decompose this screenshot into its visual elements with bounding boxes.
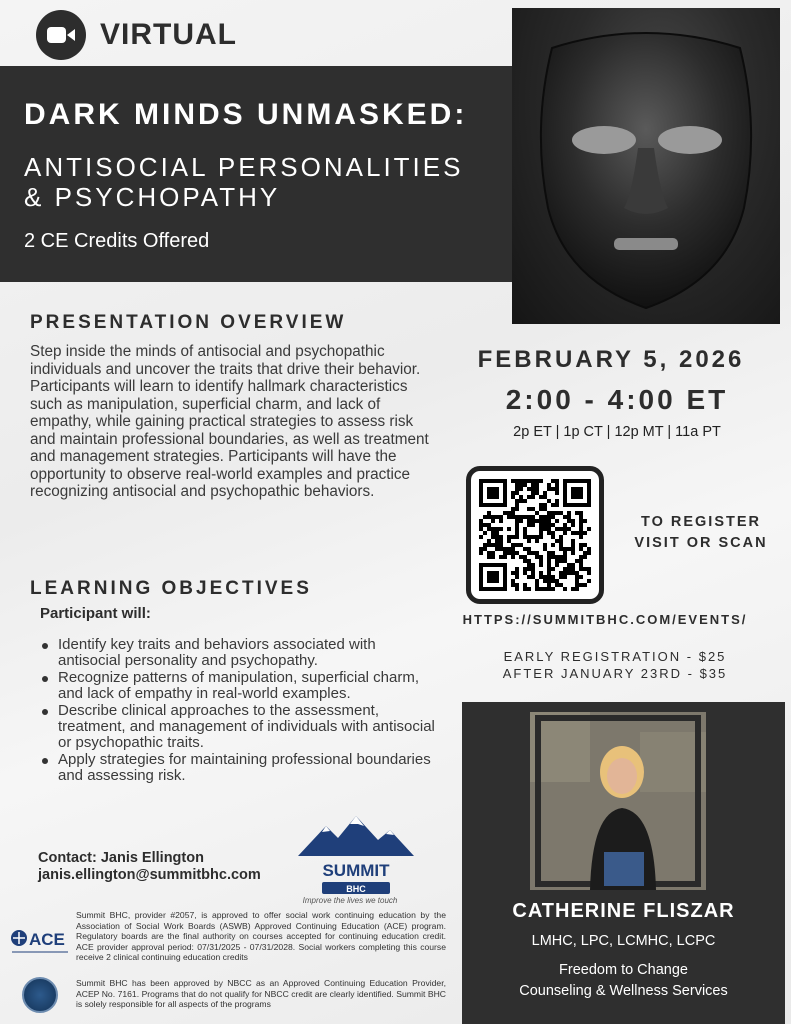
org-line-2: Counseling & Wellness Services (519, 983, 728, 999)
event-title: DARK MINDS UNMASKED: (24, 98, 468, 131)
nbcc-statement: Summit BHC has been approved by NBCC as an Approved Continuing Education Provider, ACEP No. 7161. Programs that do not qualify for NBCC credit are clearly identified. Summit BHC is solely responsible for all aspects of the programs (76, 978, 446, 1010)
video-camera-icon (36, 10, 86, 60)
objective-item: Identify key traits and behaviors associated with antisocial personality and psychopathy. (40, 637, 435, 670)
objective-item: Recognize patterns of manipulation, superficial charm, and lack of empathy in real-world examples. (40, 670, 435, 703)
virtual-label: VIRTUAL (100, 18, 237, 51)
late-price: AFTER JANUARY 23RD - $35 (502, 666, 728, 681)
event-date: FEBRUARY 5, 2026 (477, 346, 745, 373)
mask-photo (512, 8, 780, 324)
ace-logo (10, 924, 72, 958)
presenter-credentials: LMHC, LPC, LCMHC, LCPC (531, 933, 716, 949)
objectives-intro: Participant will: (40, 605, 151, 622)
overview-text: Step inside the minds of antisocial and psychopathic individuals and uncover the traits that drive their behavior. Participants will learn to identify hallmark characteristics such as manipulation, superficial charm, and lack of empathy, while gaining practical strategies to assess risk and maintain professional boundaries, as well as treatment and management strategies. Participants will have the opportunity to observe real-world examples and practice recognizing antisocial and psychopathic behaviors. (30, 343, 429, 500)
logo-sub: BHC (346, 884, 366, 894)
summit-bhc-logo (292, 812, 420, 908)
contact-name: Contact: Janis Ellington (38, 850, 204, 866)
objectives-heading: LEARNING OBJECTIVES (30, 578, 312, 599)
presenter-photo (530, 712, 706, 890)
virtual-badge (36, 10, 237, 60)
contact-info (38, 850, 261, 884)
register-line-2: VISIT OR SCAN (634, 535, 768, 551)
logo-tagline: Improve the lives we touch (302, 896, 398, 905)
objective-item: Describe clinical approaches to the assessment, treatment, and management of individuals with antisocial or psychopathic traits. (40, 703, 435, 752)
objective-item: Apply strategies for maintaining professional boundaries and assessing risk. (40, 752, 435, 785)
early-price: EARLY REGISTRATION - $25 (503, 649, 727, 664)
objectives-list (40, 637, 435, 785)
event-time: 2:00 - 4:00 ET (505, 384, 729, 415)
ace-label: ACE (29, 930, 65, 949)
org-line-1: Freedom to Change (559, 962, 688, 978)
overview-heading: PRESENTATION OVERVIEW (30, 312, 347, 333)
logo-name: SUMMIT (322, 861, 390, 880)
pricing (480, 648, 750, 682)
presenter-organization (462, 960, 785, 1002)
contact-email-link[interactable]: janis.ellington@summitbhc.com (38, 867, 261, 883)
ace-statement: Summit BHC, provider #2057, is approved to offer social work continuing education by the Association of Social Work Boards (ASWB) Approved Continuing Education (ACE) program. Regulatory boards are the final authority on courses accepted for continuing education credit. ACE provider approval period: 07/31/2025 - 07/31/2028. Social workers completing this course receive 2 clinical continuing education credits (76, 910, 446, 963)
event-timezones: 2p ET | 1p CT | 12p MT | 11a PT (513, 424, 721, 440)
registration-qr-code[interactable] (466, 466, 604, 604)
event-subtitle (24, 152, 463, 212)
register-url-link[interactable]: HTTPS://SUMMITBHC.COM/EVENTS/ (462, 612, 748, 627)
register-instructions (612, 512, 790, 554)
subtitle-line-1: ANTISOCIAL PERSONALITIES (24, 152, 464, 182)
presenter-name: CATHERINE FLISZAR (512, 900, 735, 922)
register-line-1: TO REGISTER (640, 514, 762, 530)
ce-credits: 2 CE Credits Offered (24, 230, 210, 252)
subtitle-line-2: & PSYCHOPATHY (24, 182, 281, 212)
nbcc-seal-icon (22, 977, 58, 1013)
